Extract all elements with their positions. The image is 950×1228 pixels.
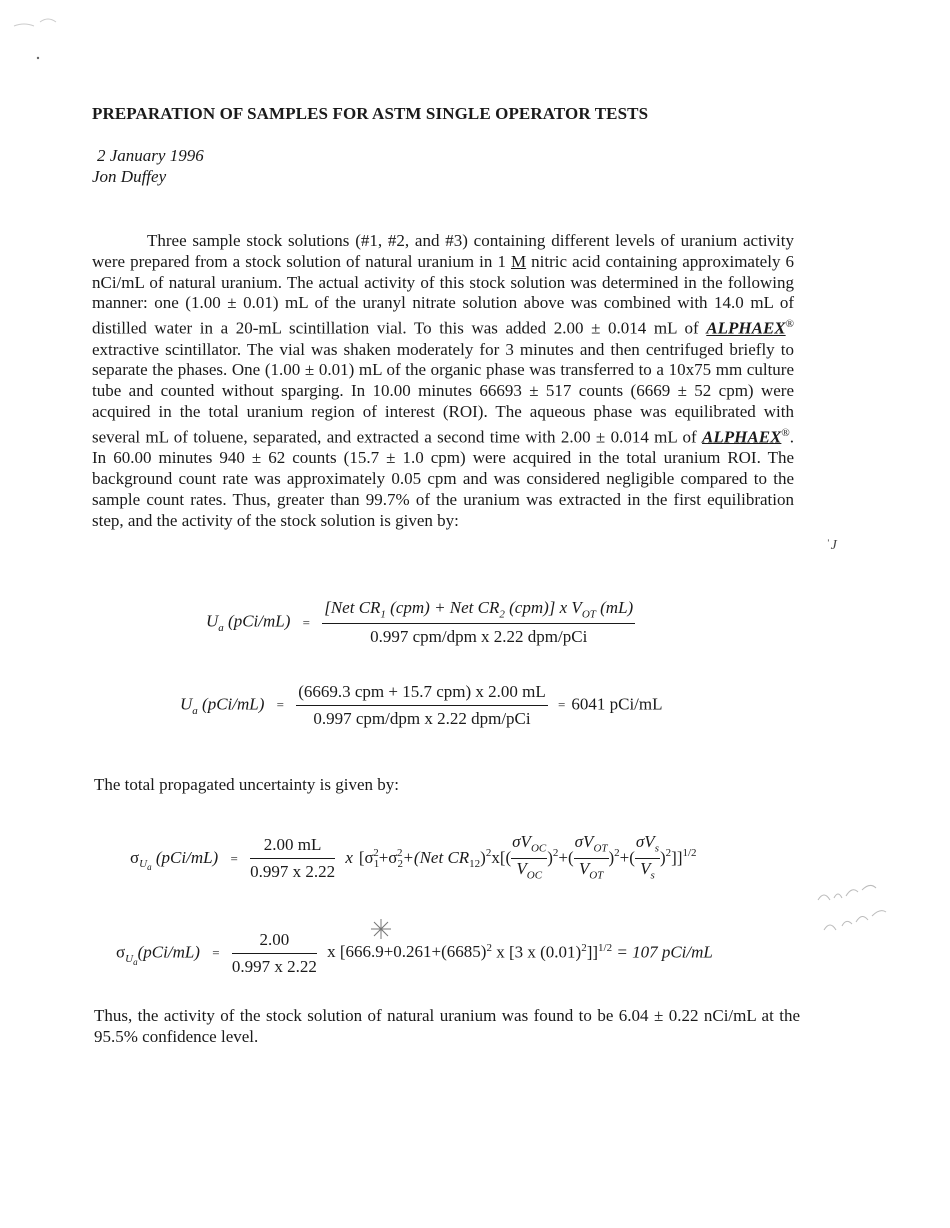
eq1-num-d: (mL): [595, 598, 634, 617]
eq1-num-b: (cpm) + Net CR: [385, 598, 500, 617]
equation-activity-formula: [206, 598, 635, 647]
eq3-p2: ): [608, 847, 615, 867]
eq4-sub-u: U: [125, 952, 134, 965]
brand-name: ALPHAEX: [706, 318, 786, 338]
equation-activity-value: [180, 682, 663, 729]
eq1-lhs-symbol: U: [206, 611, 219, 631]
eq4-body-sup: 2: [486, 941, 492, 954]
eq4-result: = 107 pCi/mL: [612, 942, 713, 962]
eq3-close-sup: 1/2: [682, 847, 697, 860]
brand-name-2: ALPHAEX: [702, 427, 782, 447]
molar-unit: M: [511, 251, 527, 271]
eq1-equals: =: [302, 614, 310, 630]
eq4-body3-sup: 1/2: [598, 941, 613, 954]
eq3-f1-den: V: [516, 859, 527, 879]
eq1-numerator: [322, 598, 635, 624]
handwritten-tick-mark: ˈJ: [826, 538, 837, 553]
eq3-denominator: 0.997 x 2.22: [250, 862, 336, 882]
eq3-net-cr-close: ): [480, 847, 486, 867]
eq4-sub-a: a: [133, 956, 138, 967]
eq3-frac-vot: [574, 832, 609, 886]
eq3-plus-sigma: +σ: [378, 847, 398, 867]
eq3-lhs-unit: (pCi/mL): [151, 847, 219, 867]
eq3-s1-sup: 2: [373, 847, 379, 860]
eq1-fraction: [322, 598, 635, 647]
eq3-f2-den: V: [578, 859, 590, 879]
document-title: PREPARATION OF SAMPLES FOR ASTM SINGLE OPERATOR TESTS: [92, 104, 649, 123]
eq3-s1-sub: 1: [373, 858, 380, 871]
eq4-equals: =: [212, 945, 220, 961]
eq3-p2-sup: 2: [614, 847, 620, 860]
eq3-plus3: +(: [619, 847, 635, 867]
eq1-denominator: 0.997 cpm/dpm x 2.22 dpm/pCi: [370, 627, 588, 647]
scan-speck: [10, 12, 70, 62]
uncertainty-intro: The total propagated uncertainty is given by:: [94, 775, 399, 794]
document-date: 2 January 1996: [97, 146, 204, 165]
eq3-net-cr: +(Net CR: [402, 847, 470, 867]
equation-uncertainty-formula: [130, 832, 697, 886]
eq1-num-b-sub: 2: [499, 608, 505, 621]
eq3-f2-num-sub: OT: [593, 842, 608, 855]
eq3-plus2: +(: [558, 847, 574, 867]
eq1-num-c: (cpm)] x V: [504, 598, 582, 617]
eq3-p3: ): [659, 847, 666, 867]
eq3-equals: =: [230, 850, 238, 866]
equation-uncertainty-value: [116, 930, 713, 977]
eq3-f2-den-sub: OT: [589, 869, 604, 882]
eq3-s2-sup: 2: [396, 847, 403, 860]
eq1-lhs-unit: (pCi/mL): [223, 611, 291, 631]
document-author: Jon Duffey: [92, 167, 167, 186]
eq3-p1-sup: 2: [552, 847, 559, 860]
eq3-numerator: 2.00 mL: [250, 835, 335, 859]
eq1-num-c-sub: OT: [581, 608, 596, 621]
eq3-net-cr-sup: 2: [485, 847, 492, 860]
eq4-numerator: 2.00: [232, 930, 317, 954]
conclusion-paragraph: Thus, the activity of the stock solution of natural uranium was found to be 6.04 ± 0.22 nCi/mL at the 95.5% confidence level.: [94, 1006, 800, 1046]
eq3-f3-den-sub: s: [650, 869, 655, 882]
eq3-times: x: [345, 847, 353, 867]
registered-mark: ®: [785, 318, 794, 331]
handwritten-margin-note: [810, 870, 900, 940]
eq4-body: x [666.9+0.261+(6685): [327, 942, 487, 962]
eq3-sub-a: a: [147, 862, 152, 873]
para-text-1: Three sample stock solutions (#1, #2, and #3) containing different levels of uranium activity were prepared from a stock solution of natural uranium in 1: [92, 231, 794, 271]
eq3-f1-num: σV: [512, 832, 531, 851]
eq2-result: 6041 pCi/mL: [571, 694, 663, 714]
eq1-lhs-sub: a: [218, 622, 224, 634]
eq3-frac-voc: [511, 832, 547, 886]
para-text-4: . In 60.00 minutes 940 ± 62 counts (15.7 ± 1.0 cpm) were acquired in the total uranium ROI. The background count rate was approximately 0.05 cpm and was considered negligible compared to the sample count rates. Thus, greater than 99.7% of the uranium was extracted in the first equilibration step, and the activity of the stock solution is given by:: [92, 427, 794, 530]
ink-blot-mark: [370, 918, 392, 940]
para-text-2: nitric acid containing approximately 6 nCi/mL of natural uranium. The actual activity of this stock solution was determined in the following manner: one (1.00 ± 0.01) mL of the uranyl nitrate solution above was combined with 14.0 mL of distilled water in a 20-mL scintillation vial. To this was added 2.00 ± 0.014 mL of: [92, 251, 794, 338]
eq3-f3-den: V: [640, 859, 651, 879]
eq2-result-equals: =: [558, 697, 566, 713]
eq3-fraction: [250, 835, 335, 882]
eq3-p1: ): [547, 847, 553, 867]
eq3-sub-u: U: [139, 858, 148, 871]
eq3-p3-sup: 2: [665, 847, 672, 860]
eq3-bracket: [σ: [358, 847, 374, 867]
eq4-body-3: ]]: [586, 942, 599, 962]
eq3-frac-vs: [635, 832, 660, 886]
eq3-f2-num: σV: [574, 832, 594, 851]
eq4-body-2: x [3 x (0.01): [491, 942, 582, 962]
eq3-sigma: σ: [130, 847, 140, 867]
eq1-num-a: [Net CR: [324, 598, 381, 617]
eq4-body2-sup: 2: [581, 941, 587, 954]
eq3-f1-den-sub: OC: [526, 869, 543, 882]
eq4-sigma: σ: [116, 942, 126, 962]
eq2-fraction: [296, 682, 548, 729]
eq3-f1-num-sub: OC: [530, 842, 547, 855]
eq3-net-cr-sub: 12: [469, 858, 481, 871]
eq4-denominator: 0.997 x 2.22: [231, 957, 317, 976]
eq2-lhs-sub: a: [192, 704, 198, 717]
eq3-close: ]]: [671, 847, 683, 867]
eq3-f3-num-sub: s: [654, 842, 659, 855]
body-paragraph: [92, 231, 794, 531]
eq3-f3-num: σV: [635, 832, 655, 851]
eq2-lhs-unit: (pCi/mL): [197, 694, 265, 714]
eq4-fraction: [232, 930, 317, 977]
eq2-equals: =: [276, 697, 284, 713]
eq3-x-bracket: x[(: [491, 847, 512, 867]
para-text-3: extractive scintillator. The vial was shaken moderately for 3 minutes and then centrifuged briefly to separate the phases. One (1.00 ± 0.01) mL of the organic phase was transferred to a 10x75 mm culture tube and counted without sparging. In 10.00 minutes 66693 ± 517 counts (6669 ± 52 cpm) were acquired in the total uranium region of interest (ROI). The aqueous phase was equilibrated with several mL of toluene, separated, and extracted a second time with 2.00 ± 0.014 mL of: [92, 339, 794, 447]
eq2-lhs-symbol: U: [180, 694, 193, 714]
eq3-s2-sub: 2: [397, 858, 403, 871]
eq2-denominator: 0.997 cpm/dpm x 2.22 dpm/pCi: [313, 709, 531, 728]
eq1-num-a-sub: 1: [380, 608, 386, 621]
registered-mark-2: ®: [781, 426, 790, 439]
eq4-lhs-unit: (pCi/mL): [137, 942, 200, 962]
eq2-numerator: (6669.3 cpm + 15.7 cpm) x 2.00 mL: [296, 682, 548, 706]
